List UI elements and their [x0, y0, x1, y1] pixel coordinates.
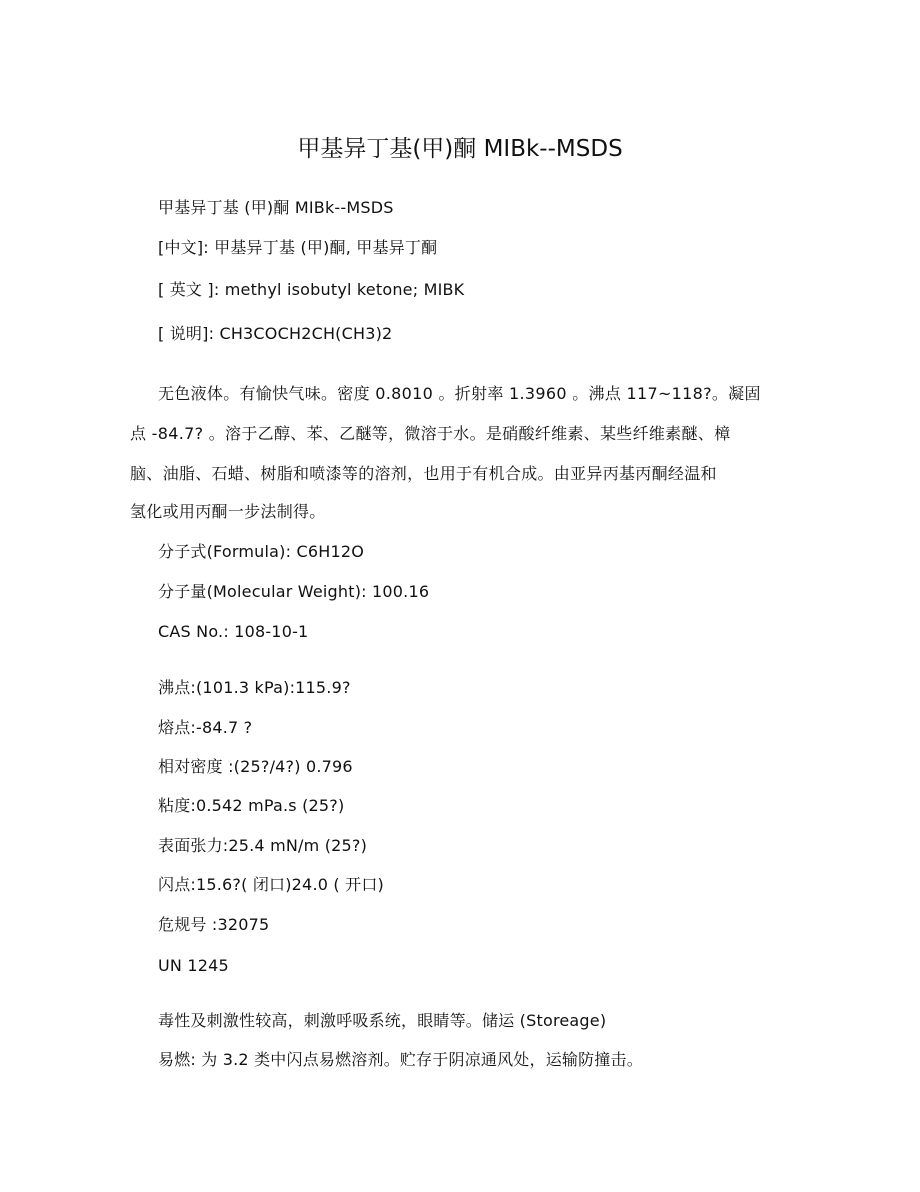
header-line-chinese: [中文]: 甲基异丁基 (甲)酮, 甲基异丁酮 [158, 238, 438, 257]
molecular-weight: 分子量(Molecular Weight): 100.16 [158, 582, 430, 601]
relative-density: 相对密度 :(25?/4?) 0.796 [158, 757, 353, 776]
header-line-formula: [ 说明]: CH3COCH2CH(CH3)2 [158, 324, 393, 343]
header-line-english: [ 英文 ]: methyl isobutyl ketone; MIBK [158, 280, 465, 299]
header-line-name: 甲基异丁基 (甲)酮 MIBk--MSDS [158, 198, 394, 217]
flash-point: 闪点:15.6?( 闭口)24.0 ( 开口) [158, 875, 384, 894]
hazard-number: 危规号 :32075 [158, 915, 270, 934]
flammability: 易燃: 为 3.2 类中闪点易燃溶剂。贮存于阴凉通风处，运输防撞击。 [158, 1050, 643, 1069]
description-line: 脑、油脂、石蜡、树脂和喷漆等的溶剂，也用于有机合成。由亚异丙基丙酮经温和 [130, 464, 717, 483]
molecular-formula: 分子式(Formula): C6H12O [158, 542, 364, 561]
boiling-point: 沸点:(101.3 kPa):115.9? [158, 678, 351, 697]
description-line: 无色液体。有愉快气味。密度 0.8010 。折射率 1.3960 。沸点 117~118?。凝固 [158, 384, 761, 403]
description-line: 氢化或用丙酮一步法制得。 [130, 502, 326, 521]
description-line: 点 -84.7? 。溶于乙醇、苯、乙醚等，微溶于水。是硝酸纤维素、某些纤维素醚、樟 [130, 424, 731, 443]
un-number: UN 1245 [158, 956, 229, 975]
cas-number: CAS No.: 108-10-1 [158, 622, 309, 641]
viscosity: 粘度:0.542 mPa.s (25?) [158, 796, 345, 815]
document-title: 甲基异丁基(甲)酮 MIBk--MSDS [297, 136, 623, 162]
melting-point: 熔点:-84.7 ? [158, 718, 253, 737]
surface-tension: 表面张力:25.4 mN/m (25?) [158, 836, 368, 855]
toxicity-storage: 毒性及刺激性较高，刺激呼吸系统，眼睛等。储运 (Storeage) [158, 1011, 607, 1030]
